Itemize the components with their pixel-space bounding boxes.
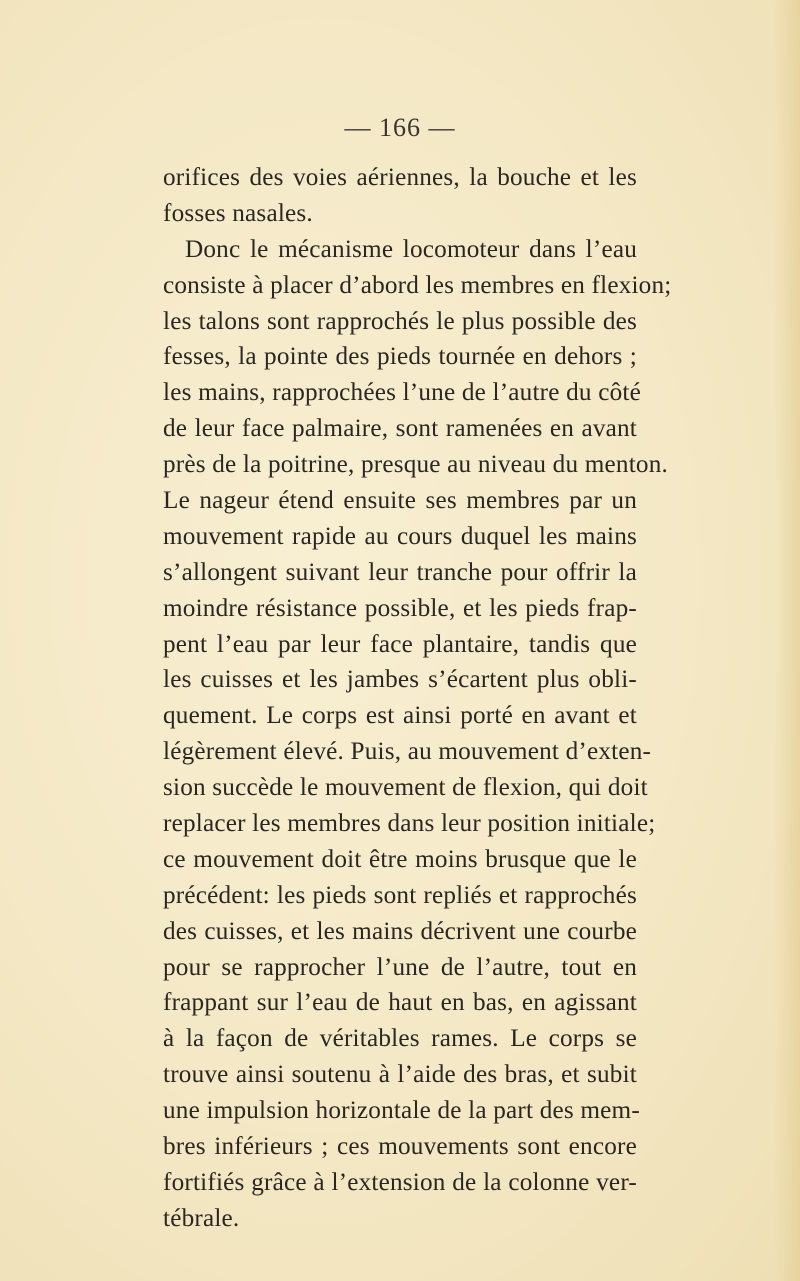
- text-line: bres inférieurs ; ces mouvements sont encore: [163, 1133, 637, 1161]
- text-line: replacer les membres dans leur position initiale;: [163, 810, 656, 838]
- text-line: fesses, la pointe des pieds tournée en dehors ;: [163, 343, 637, 371]
- text-line: orifices des voies aériennes, la bouche et les: [163, 164, 637, 191]
- page-number: — 166 —: [344, 113, 456, 142]
- text-line: de leur face palmaire, sont ramenées en avant: [163, 415, 637, 443]
- text-line: les mains, rapprochées l’une de l’autre du côté: [163, 379, 641, 407]
- text-line: quement. Le corps est ainsi porté en avant et: [163, 702, 637, 730]
- text-line: ce mouvement doit être moins brusque que le: [163, 845, 637, 873]
- text-line: s’allongent suivant leur tranche pour offrir la: [163, 558, 637, 586]
- text-line: à la façon de véritables rames. Le corps se: [163, 1025, 637, 1053]
- text-line: mouvement rapide au cours duquel les mains: [163, 522, 637, 550]
- text-line: légèrement élevé. Puis, au mouvement d’exten-: [163, 738, 652, 766]
- body-text: [163, 160, 672, 1237]
- text-line: consiste à placer d’abord les membres en flexion;: [163, 271, 672, 299]
- text-line: Donc le mécanisme locomoteur dans l’eau: [185, 235, 637, 263]
- text-line: les cuisses et les jambes s’écartent plus obli-: [163, 666, 637, 694]
- text-line: les talons sont rapprochés le plus possible des: [163, 307, 637, 335]
- text-line: précédent: les pieds sont repliés et rapprochés: [163, 881, 637, 909]
- text-line: des cuisses, et les mains décrivent une courbe: [163, 917, 637, 945]
- text-line: près de la poitrine, presque au niveau du menton.: [163, 451, 669, 479]
- text-line: moindre résistance possible, et les pieds frap-: [163, 594, 637, 622]
- text-line: une impulsion horizontale de la part des mem-: [163, 1097, 640, 1125]
- text-line: Le nageur étend ensuite ses membres par un: [163, 487, 637, 515]
- page-edge-shadow: [774, 0, 800, 1281]
- text-line: pent l’eau par leur face plantaire, tandis que: [163, 630, 637, 658]
- text-line: fosses nasales.: [163, 199, 313, 227]
- text-line: tébrale.: [163, 1204, 240, 1232]
- text-line: fortifiés grâce à l’extension de la colonne ver-: [163, 1168, 637, 1196]
- text-line: frappant sur l’eau de haut en bas, en agissant: [163, 989, 637, 1017]
- text-line: sion succède le mouvement de flexion, qui doit: [163, 774, 648, 802]
- text-line: trouve ainsi soutenu à l’aide des bras, et subit: [163, 1061, 637, 1089]
- text-line: pour se rapprocher l’une de l’autre, tout en: [163, 953, 637, 981]
